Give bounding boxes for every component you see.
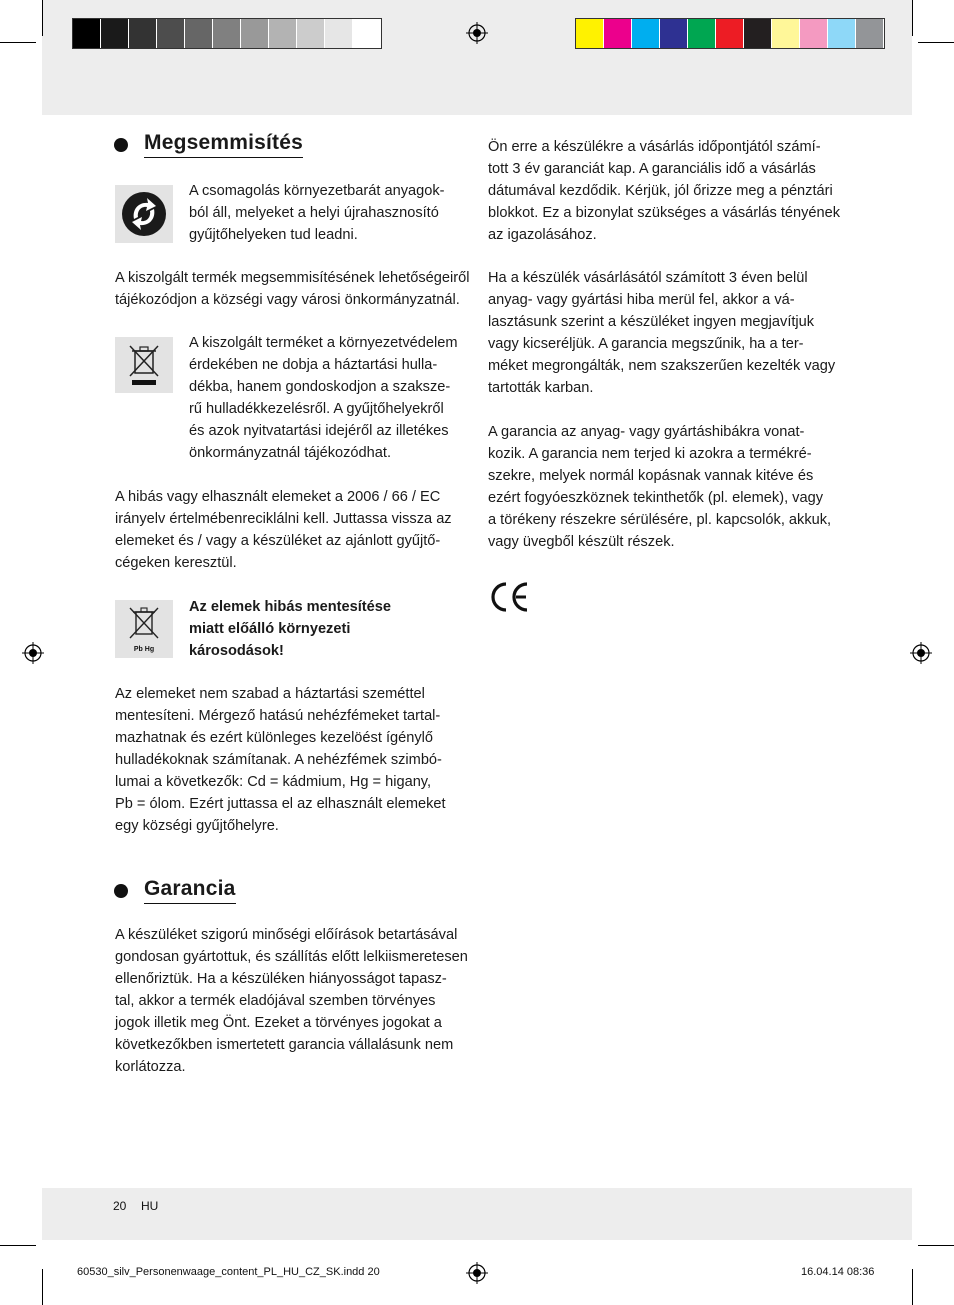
crossed-bin-icon bbox=[115, 337, 173, 393]
grayscale-color-bar bbox=[72, 18, 382, 49]
text-line: dátumával kezdődik. Kérjük, jól őrizze meg a pénztári bbox=[488, 183, 833, 199]
text-line: tartották karban. bbox=[488, 380, 594, 396]
crop-mark bbox=[918, 1245, 954, 1246]
text-line: korlátozza. bbox=[115, 1059, 186, 1075]
text-line: A garancia az anyag- vagy gyártáshibákra vonat- bbox=[488, 424, 805, 440]
color-swatch bbox=[856, 19, 884, 48]
weee-icon-box bbox=[115, 337, 173, 393]
battery-directive-paragraph bbox=[115, 486, 452, 574]
color-swatch bbox=[632, 19, 660, 48]
text-line: károsodások! bbox=[189, 643, 284, 659]
recycle-icon-box bbox=[115, 185, 173, 243]
page-number: 20 bbox=[113, 1199, 127, 1213]
crop-mark bbox=[0, 42, 36, 43]
color-swatch bbox=[241, 19, 269, 48]
color-swatch bbox=[297, 19, 325, 48]
text-line: a törékeny részekre sérülésére, pl. kapcsolók, akkuk, bbox=[488, 512, 832, 528]
text-line: egy községi gyűjtőhelyre. bbox=[115, 818, 279, 834]
color-swatch bbox=[744, 19, 772, 48]
process-color-bar bbox=[575, 18, 885, 49]
text-line: lumai a következők: Cd = kádmium, Hg = higany, bbox=[115, 774, 432, 790]
text-line: rű hulladékkezelésről. A gyűjtőhelyekről bbox=[189, 401, 444, 417]
text-line: önkormányzatnál tájékozódhat. bbox=[189, 445, 392, 461]
text-line: dékba, hanem gondoskodjon a szaksze- bbox=[189, 379, 451, 395]
slug-date: 16.04.14 08:36 bbox=[801, 1266, 875, 1278]
color-swatch bbox=[185, 19, 213, 48]
bottom-gray-band bbox=[42, 1188, 912, 1240]
battery-icon-box bbox=[115, 600, 173, 658]
text-line: A kiszolgált termék megsemmisítésének lehetőségeiről bbox=[115, 270, 470, 286]
bullet-icon bbox=[114, 884, 128, 898]
slug-file-name: 60530_silv_Personenwaage_content_PL_HU_CZ_SK.indd 20 bbox=[77, 1266, 380, 1278]
text-line: érdekében ne dobja a háztartási hulla- bbox=[189, 357, 438, 373]
color-swatch bbox=[800, 19, 828, 48]
text-line: ellenőriztük. Ha a készüléken hiányosságot tapasz- bbox=[115, 971, 447, 987]
text-line: Pb = ólom. Ezért juttassa el az elhasznált elemeket bbox=[115, 796, 446, 812]
warranty-heading-text: Garancia bbox=[144, 877, 236, 904]
disposal-heading bbox=[114, 131, 303, 158]
warranty-scope-paragraph bbox=[488, 421, 831, 553]
text-line: gyűjtőhelyeken tud leadni. bbox=[189, 227, 358, 243]
crop-mark bbox=[912, 1269, 913, 1305]
text-line: jogok illetik meg Önt. Ezeket a törvényes jogokat a bbox=[115, 1015, 442, 1031]
battery-info-paragraph bbox=[115, 683, 446, 837]
color-swatch bbox=[213, 19, 241, 48]
color-swatch bbox=[101, 19, 129, 48]
crop-mark bbox=[42, 1269, 43, 1305]
crop-mark bbox=[0, 1245, 36, 1246]
text-line: következőkben ismertetett garancia vállalásunk nem bbox=[115, 1037, 454, 1053]
registration-mark-icon bbox=[466, 1262, 488, 1284]
registration-mark-icon bbox=[910, 642, 932, 664]
color-swatch bbox=[688, 19, 716, 48]
warranty-repair-paragraph bbox=[488, 267, 835, 399]
text-line: és azok nyitvatartási idejéről az illetékes bbox=[189, 423, 449, 439]
text-line: Az elemeket nem szabad a háztartási szeméttel bbox=[115, 686, 425, 702]
registration-mark-icon bbox=[466, 22, 488, 44]
ce-mark-icon bbox=[488, 580, 532, 614]
text-line: hulladékoknak számítanak. A nehézfémek szimbó- bbox=[115, 752, 442, 768]
color-swatch bbox=[73, 19, 101, 48]
text-line: lasztásunk szerint a készüléket ingyen megjavítjuk bbox=[488, 314, 815, 330]
text-line: A csomagolás környezetbarát anyagok- bbox=[189, 183, 445, 199]
product-disposal-paragraph bbox=[115, 267, 469, 311]
text-line: elemeket és / vagy a készüléket az ajánlott gyűjtő- bbox=[115, 533, 441, 549]
text-line: ból áll, melyeket a helyi újrahasznosító bbox=[189, 205, 439, 221]
bullet-icon bbox=[114, 138, 128, 152]
color-swatch bbox=[716, 19, 744, 48]
text-line: az igazolásához. bbox=[488, 227, 597, 243]
crop-mark bbox=[912, 0, 913, 36]
text-line: vagy üvegből készült részek. bbox=[488, 534, 675, 550]
crop-mark bbox=[918, 42, 954, 43]
text-line: A készüléket szigorú minőségi előírások betartásával bbox=[115, 927, 458, 943]
color-swatch bbox=[604, 19, 632, 48]
color-swatch bbox=[576, 19, 604, 48]
text-line: mentesíteni. Mérgező hatású nehézfémeket tartal- bbox=[115, 708, 441, 724]
battery-icon-label: Pb Hg bbox=[133, 646, 155, 653]
crossed-bin-battery-icon bbox=[115, 600, 173, 658]
disposal-heading-text: Megsemmisítés bbox=[144, 131, 303, 158]
text-line: mazhatnak és ezért különleges kezelöést ígénylő bbox=[115, 730, 434, 746]
recycle-arrows-icon bbox=[115, 185, 173, 243]
text-line: kozik. A garancia nem terjed ki azokra a termékré- bbox=[488, 446, 812, 462]
text-line: szekre, melyek normál kopásnak vannak kitéve és bbox=[488, 468, 814, 484]
text-line: cégeken keresztül. bbox=[115, 555, 237, 571]
page-language: HU bbox=[141, 1199, 159, 1213]
text-line: A hibás vagy elhasznált elemeket a 2006 / 66 / EC bbox=[115, 489, 441, 505]
warranty-heading bbox=[114, 877, 236, 904]
text-line: méket megrongálták, nem szakszerűen kezelték vagy bbox=[488, 358, 836, 374]
color-swatch bbox=[157, 19, 185, 48]
battery-warning-paragraph bbox=[189, 596, 391, 662]
text-line: irányelv értelmébenreciklálni kell. Juttassa vissza az bbox=[115, 511, 452, 527]
text-line: blokkot. Ez a bizonylat szükséges a vásárlás tényének bbox=[488, 205, 841, 221]
text-line: Ön erre a készülékre a vásárlás időpontjától számí- bbox=[488, 139, 821, 155]
text-line: tott 3 év garanciát kap. A garanciális idő a vásárlás bbox=[488, 161, 816, 177]
packaging-paragraph bbox=[189, 180, 445, 246]
text-line: A kiszolgált terméket a környezetvédelem bbox=[189, 335, 458, 351]
color-swatch bbox=[772, 19, 800, 48]
ce-mark-label: CE bbox=[488, 580, 490, 581]
text-line: miatt előálló környezeti bbox=[189, 621, 351, 637]
text-line: tájékozódjon a községi vagy városi önkormányzatnál. bbox=[115, 292, 460, 308]
text-line: Az elemek hibás mentesítése bbox=[189, 599, 391, 615]
weee-paragraph bbox=[189, 332, 458, 464]
color-swatch bbox=[325, 19, 353, 48]
color-swatch bbox=[660, 19, 688, 48]
text-line: ezért fogyóeszköznek tekinthetők (pl. elemek), vagy bbox=[488, 490, 824, 506]
warranty-intro-paragraph bbox=[115, 924, 468, 1078]
color-swatch bbox=[353, 19, 381, 48]
color-swatch bbox=[828, 19, 856, 48]
text-line: vagy kicseréljük. A garancia megszűnik, ha a ter- bbox=[488, 336, 804, 352]
text-line: anyag- vagy gyártási hiba merül fel, akkor a vá- bbox=[488, 292, 795, 308]
warranty-period-paragraph bbox=[488, 136, 840, 246]
registration-mark-icon bbox=[22, 642, 44, 664]
crop-mark bbox=[42, 0, 43, 36]
text-line: Ha a készülék vásárlásától számított 3 éven belül bbox=[488, 270, 808, 286]
text-line: gondosan gyártottuk, és szállítás előtt lelkiismeretesen bbox=[115, 949, 468, 965]
color-swatch bbox=[129, 19, 157, 48]
color-swatch bbox=[269, 19, 297, 48]
text-line: tal, akkor a termék eladójával szemben törvényes bbox=[115, 993, 436, 1009]
